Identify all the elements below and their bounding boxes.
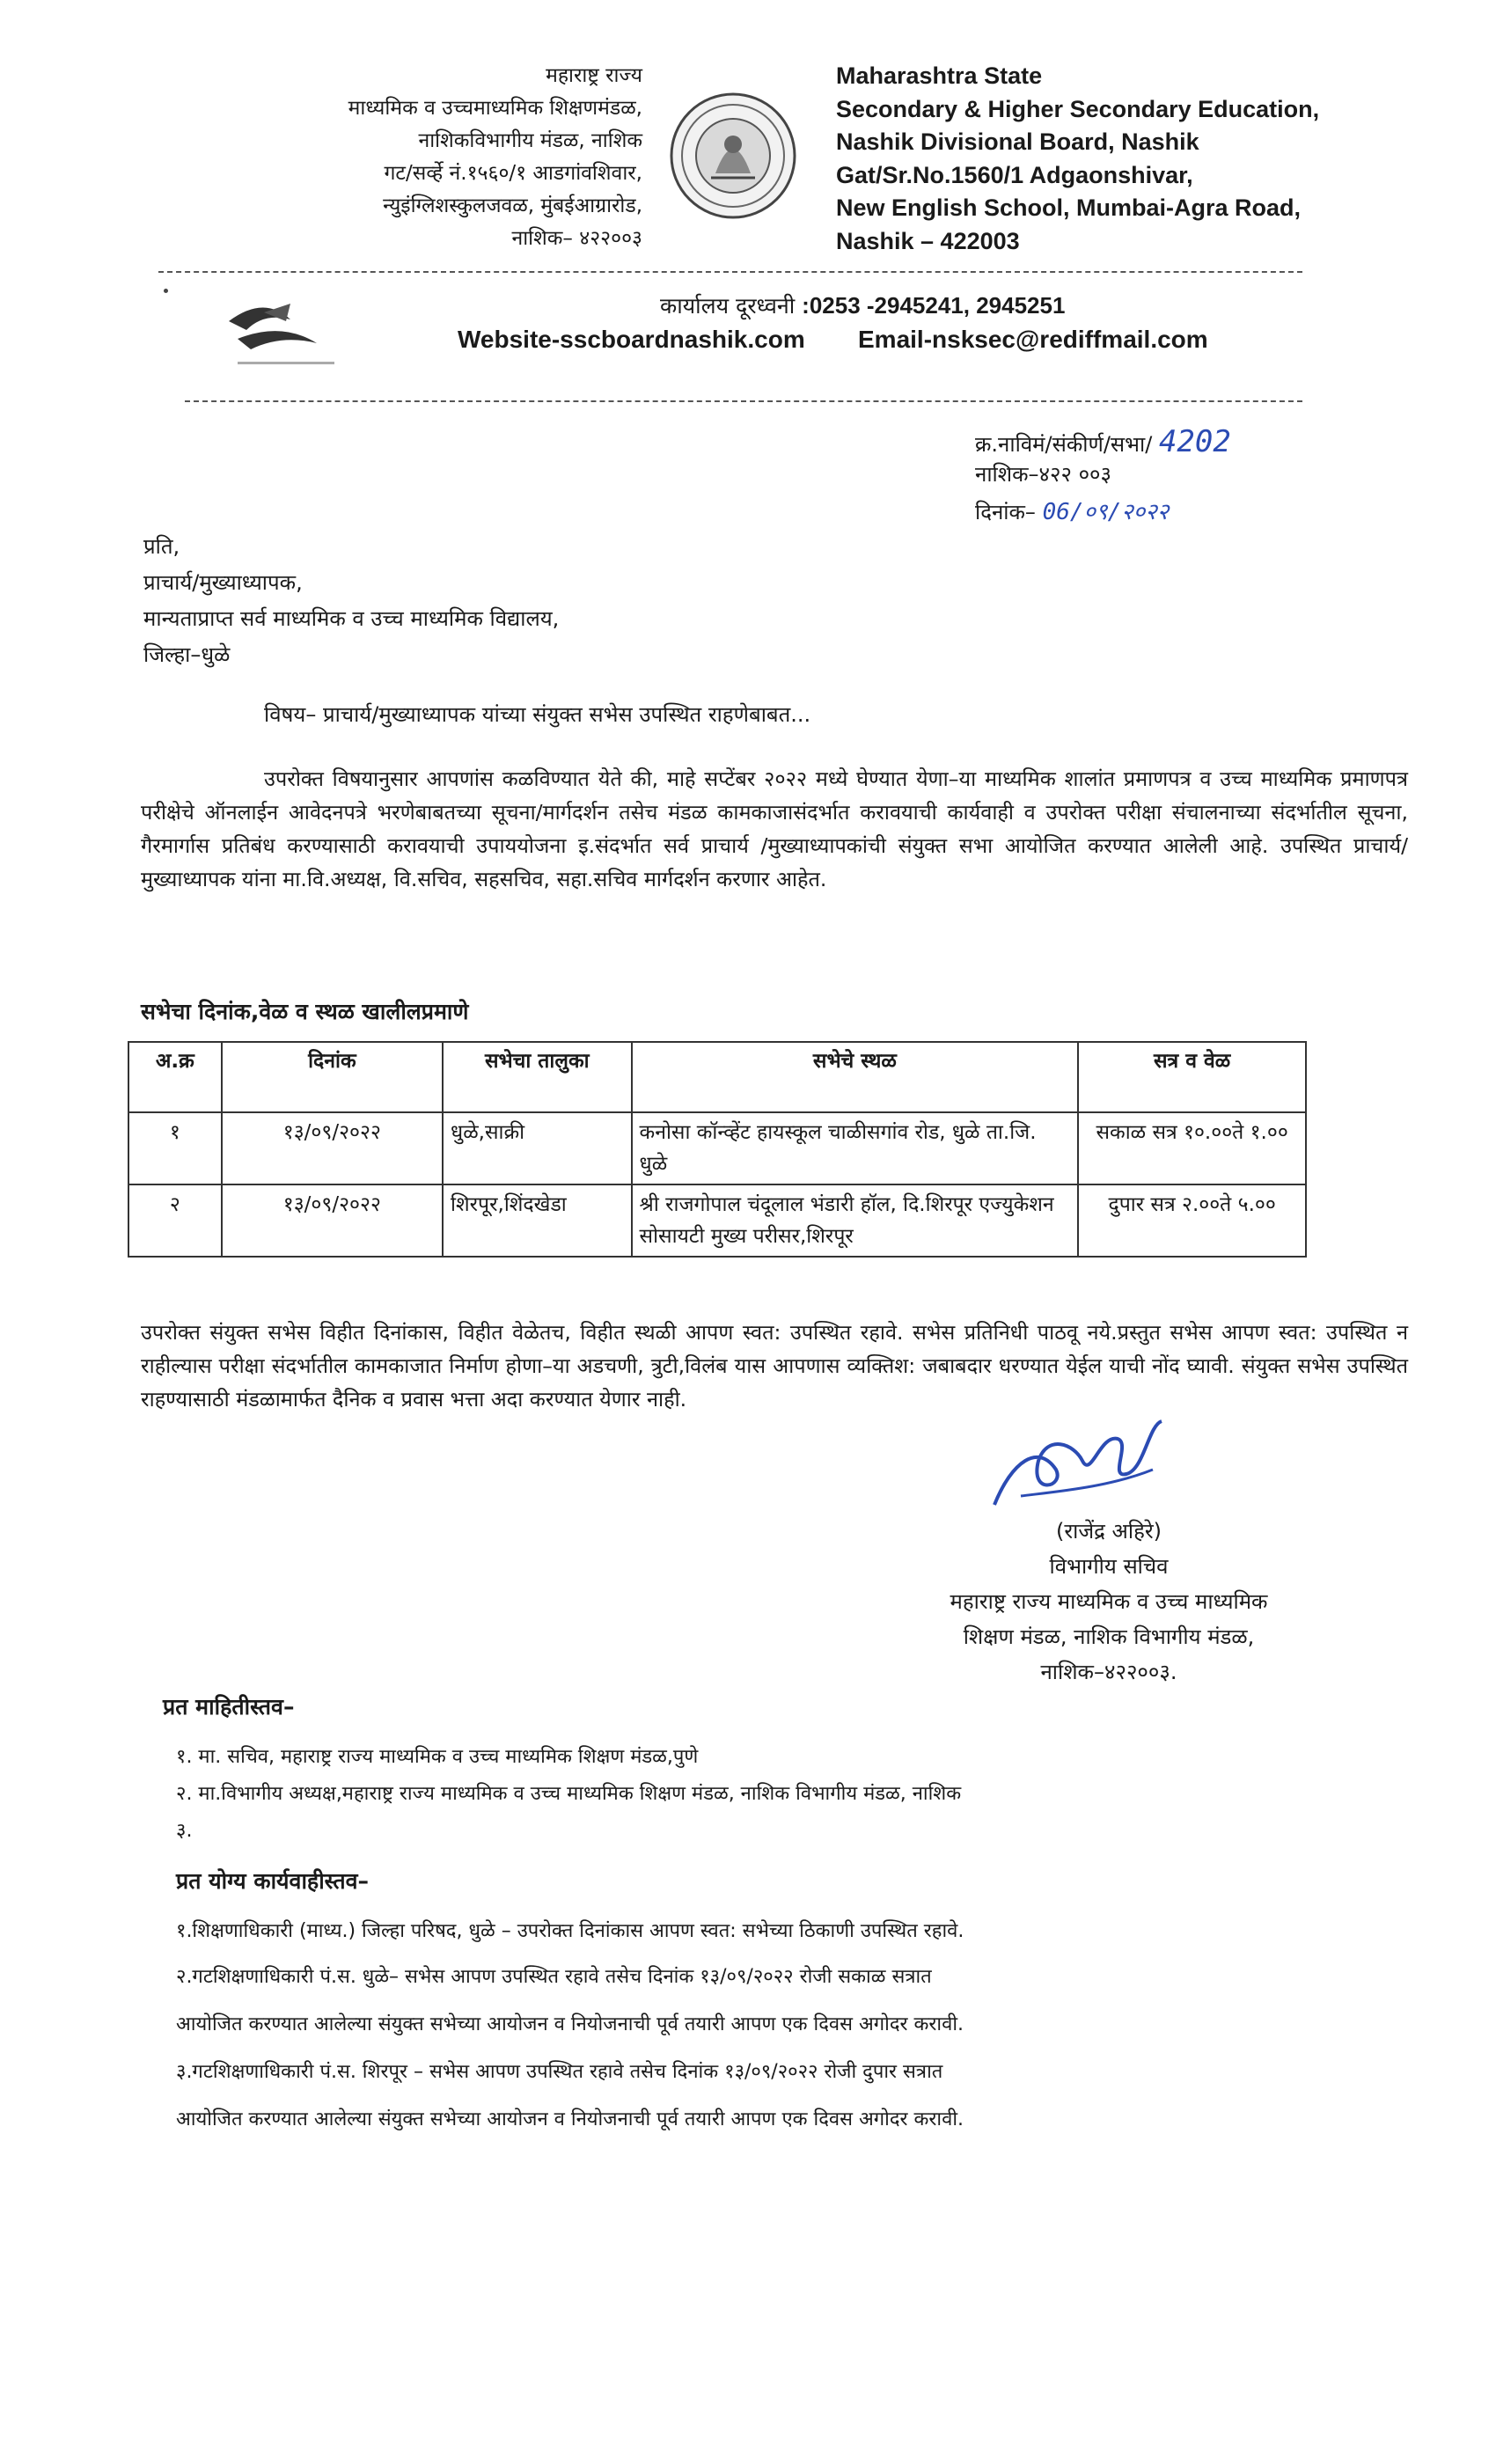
letterhead-marathi-line: माध्यमिक व उच्चमाध्यमिक शिक्षणमंडळ, [348, 97, 642, 120]
table-cell: १३/०९/२०२२ [222, 1184, 443, 1257]
table-cell: १३/०९/२०२२ [222, 1112, 443, 1184]
table-header-row [128, 1042, 1306, 1112]
table-header-cell: सभेचा तालुका [443, 1042, 632, 1112]
signature-block [871, 1514, 1346, 1690]
table-header-cell: सत्र व वेळ [1078, 1042, 1306, 1112]
letterhead-marathi-line: नाशिक– ४२२००३ [511, 227, 642, 250]
table-cell: श्री राजगोपाल चंदूलाल भंडारी हॉल, दि.शिरपूर एज्युकेशन सोसायटी मुख्य परीसर,शिरपूर [632, 1184, 1079, 1257]
table-cell: धुळे,साक्री [443, 1112, 632, 1184]
subject: विषय– प्राचार्य/मुख्याध्यापक यांच्या संयुक्त सभेस उपस्थित राहणेबाबत... [264, 702, 811, 727]
signatory-name: (राजेंद्र अहिरे) [1055, 1519, 1162, 1544]
table-cell: कनोसा कॉन्व्हेंट हायस्कूल चाळीसगांव रोड, धुळे ता.जि. धुळे [632, 1112, 1079, 1184]
table-cell: सकाळ सत्र १०.००ते १.०० [1078, 1112, 1306, 1184]
email: Email-nsksec@rediffmail.com [858, 326, 1208, 353]
letterhead-marathi [185, 60, 642, 255]
meeting-table [128, 1041, 1307, 1258]
board-seal-icon [667, 90, 799, 222]
signatory-org-line: शिक्षण मंडळ, नाशिक विभागीय मंडळ, [963, 1624, 1255, 1649]
letterhead-english-line: New English School, Mumbai-Agra Road, [836, 194, 1302, 221]
copy-info-item: ३. [176, 1820, 193, 1842]
reference-number [975, 424, 1231, 459]
body-paragraph: उपरोक्त विषयानुसार आपणांस कळविण्यात येते की, माहे सप्टेंबर २०२२ मध्ये घेण्यात येणा–या माध्यमिक शालांत प्रमाणपत्र व उच्च माध्यमिक प्रमाणपत्र परीक्षेचे ऑनलाईन आवेदनपत्रे भरणेबाबतच्या सूचना/मार्गदर्शन तसेच मंडळ कामकाजासंदर्भात करावयाची कार्यवाही व उपरोक्त परीक्षा संचालनाच्या संदर्भातील सूचना, गैरमार्गास प्रतिबंध करण्यासाठी करावयाची उपाययोजना इ.संदर्भात सर्व प्राचार्य /मुख्याध्यापकांची संयुक्त सभा आयोजित करण्यात आलेली आहे. उपस्थित प्राचार्य/मुख्याध्यापक यांना मा.वि.अध्यक्ष, वि.सचिव, सहसचिव, सहा.सचिव मार्गदर्शन करणार आहेत. [141, 766, 1408, 891]
copy-info-item: २. मा.विभागीय अध्यक्ष,महाराष्ट्र राज्य माध्यमिक व उच्च माध्यमिक शिक्षण मंडळ, नाशिक विभागीय मंडळ, नाशिक [176, 1783, 962, 1805]
divider [185, 400, 1302, 402]
reference-prefix: क्र.नाविमं/संकीर्ण/सभा/ [975, 432, 1153, 457]
table-cell: शिरपूर,शिंदखेडा [443, 1184, 632, 1257]
recipient-line: जिल्हा–धुळे [143, 642, 231, 667]
table-cell: १ [128, 1112, 222, 1184]
instruction-paragraph: उपरोक्त संयुक्त सभेस विहीत दिनांकास, विहीत वेळेतच, विहीत स्थळी आपण स्वत: उपस्थित रहावे. सभेस प्रतिनिधी पाठवू नये.प्रस्तुत सभेस आपण स्वत: उपस्थित न राहील्यास परीक्षा संदर्भातील कामकाजात निर्माण होणा–या अडचणी, त्रुटी,विलंब यास आपणास व्यक्तिश: जबाबदार धरण्यात येईल याची नोंद घ्यावी. संयुक्त सभेस उपस्थित राहण्यासाठी मंडळामार्फत दैनिक व प्रवास भत्ता अदा करण्यात येणार नाही. [141, 1320, 1408, 1412]
phone-number: :0253 -2945241, 2945251 [802, 292, 1066, 319]
copy-action-item: ३.गटशिक्षणाधिकारी पं.स. शिरपूर – सभेस आपण उपस्थित रहावे तसेच दिनांक १३/०९/२०२२ रोजी दुपार सत्रात [176, 2061, 943, 2083]
signatory-org-line: महाराष्ट्र राज्य माध्यमिक व उच्च माध्यमिक [950, 1589, 1268, 1614]
reference-date [975, 495, 1169, 526]
copy-info-item: १. मा. सचिव, महाराष्ट्र राज्य माध्यमिक व उच्च माध्यमिक शिक्षण मंडळ,पुणे [176, 1746, 699, 1768]
table-heading: सभेचा दिनांक,वेळ व स्थळ खालीलप्रमाणे [141, 999, 469, 1024]
recipient-line: प्रति, [143, 534, 180, 559]
signature-icon [977, 1408, 1179, 1522]
table-row [128, 1184, 1306, 1257]
letterhead-english-line: Secondary & Higher Secondary Education, [836, 95, 1320, 122]
table-cell: दुपार सत्र २.००ते ५.०० [1078, 1184, 1306, 1257]
recipient-line: प्राचार्य/मुख्याध्यापक, [143, 570, 303, 595]
recipient-line: मान्यताप्राप्त सर्व माध्यमिक व उच्च माध्यमिक विद्यालय, [143, 606, 560, 631]
copy-action-item: २.गटशिक्षणाधिकारी पं.स. धुळे– सभेस आपण उपस्थित रहावे तसेच दिनांक १३/०९/२०२२ रोजी सकाळ सत्रात [176, 1966, 932, 1988]
reference-handwritten-number: 4202 [1158, 424, 1231, 459]
reference-place: नाशिक–४२२ ००३ [975, 462, 1112, 487]
letterhead-english-line: Nashik – 422003 [836, 227, 1020, 254]
copy-info-heading: प्रत माहितीस्तव– [163, 1694, 295, 1720]
divider [158, 271, 1302, 273]
table-header-cell: अ.क्र [128, 1042, 222, 1112]
signatory-designation: विभागीय सचिव [1049, 1554, 1169, 1579]
signatory-org-line: नाशिक–४२२००३. [1040, 1660, 1177, 1684]
letterhead-marathi-line: महाराष्ट्र राज्य [546, 64, 642, 87]
board-logo-icon [211, 295, 361, 374]
copy-action-item: १.शिक्षणाधिकारी (माध्य.) जिल्हा परिषद, धुळे – उपरोक्त दिनांकास आपण स्वत: सभेच्या ठिकाणी उपस्थित रहावे. [176, 1920, 964, 1942]
website: Website-sscboardnashik.com [458, 326, 805, 353]
phone-line [660, 290, 1065, 320]
copy-action-item: आयोजित करण्यात आलेल्या संयुक्त सभेच्या आयोजन व नियोजनाची पूर्व तयारी आपण एक दिवस अगोदर करावी. [176, 2108, 964, 2130]
table-row [128, 1112, 1306, 1184]
letterhead-marathi-line: न्युइंग्लिशस्कुलजवळ, मुंबईआग्रारोड, [383, 194, 642, 217]
letterhead-marathi-line: नाशिकविभागीय मंडळ, नाशिक [418, 129, 642, 152]
table-header-cell: सभेचे स्थळ [632, 1042, 1079, 1112]
table-cell: २ [128, 1184, 222, 1257]
copy-action-heading: प्रत योग्य कार्यवाहीस्तव– [176, 1868, 370, 1894]
letterhead-marathi-line: गट/सर्व्हे नं.१५६०/१ आडगांवशिवार, [384, 162, 642, 185]
letterhead-english-line: Nashik Divisional Board, Nashik [836, 128, 1199, 155]
letterhead-english [836, 60, 1452, 258]
phone-label: कार्यालय दूरध्वनी [660, 293, 796, 319]
reference-handwritten-date: 06/०९/२०२२ [1042, 499, 1170, 525]
letterhead-english-line: Gat/Sr.No.1560/1 Adgaonshivar, [836, 161, 1193, 188]
reference-date-prefix: दिनांक– [975, 500, 1036, 524]
copy-action-item: आयोजित करण्यात आलेल्या संयुक्त सभेच्या आयोजन व नियोजनाची पूर्व तयारी आपण एक दिवस अगोदर करावी. [176, 2013, 964, 2035]
letterhead-english-line: Maharashtra State [836, 62, 1043, 89]
table-header-cell: दिनांक [222, 1042, 443, 1112]
dot-mark [164, 289, 168, 293]
